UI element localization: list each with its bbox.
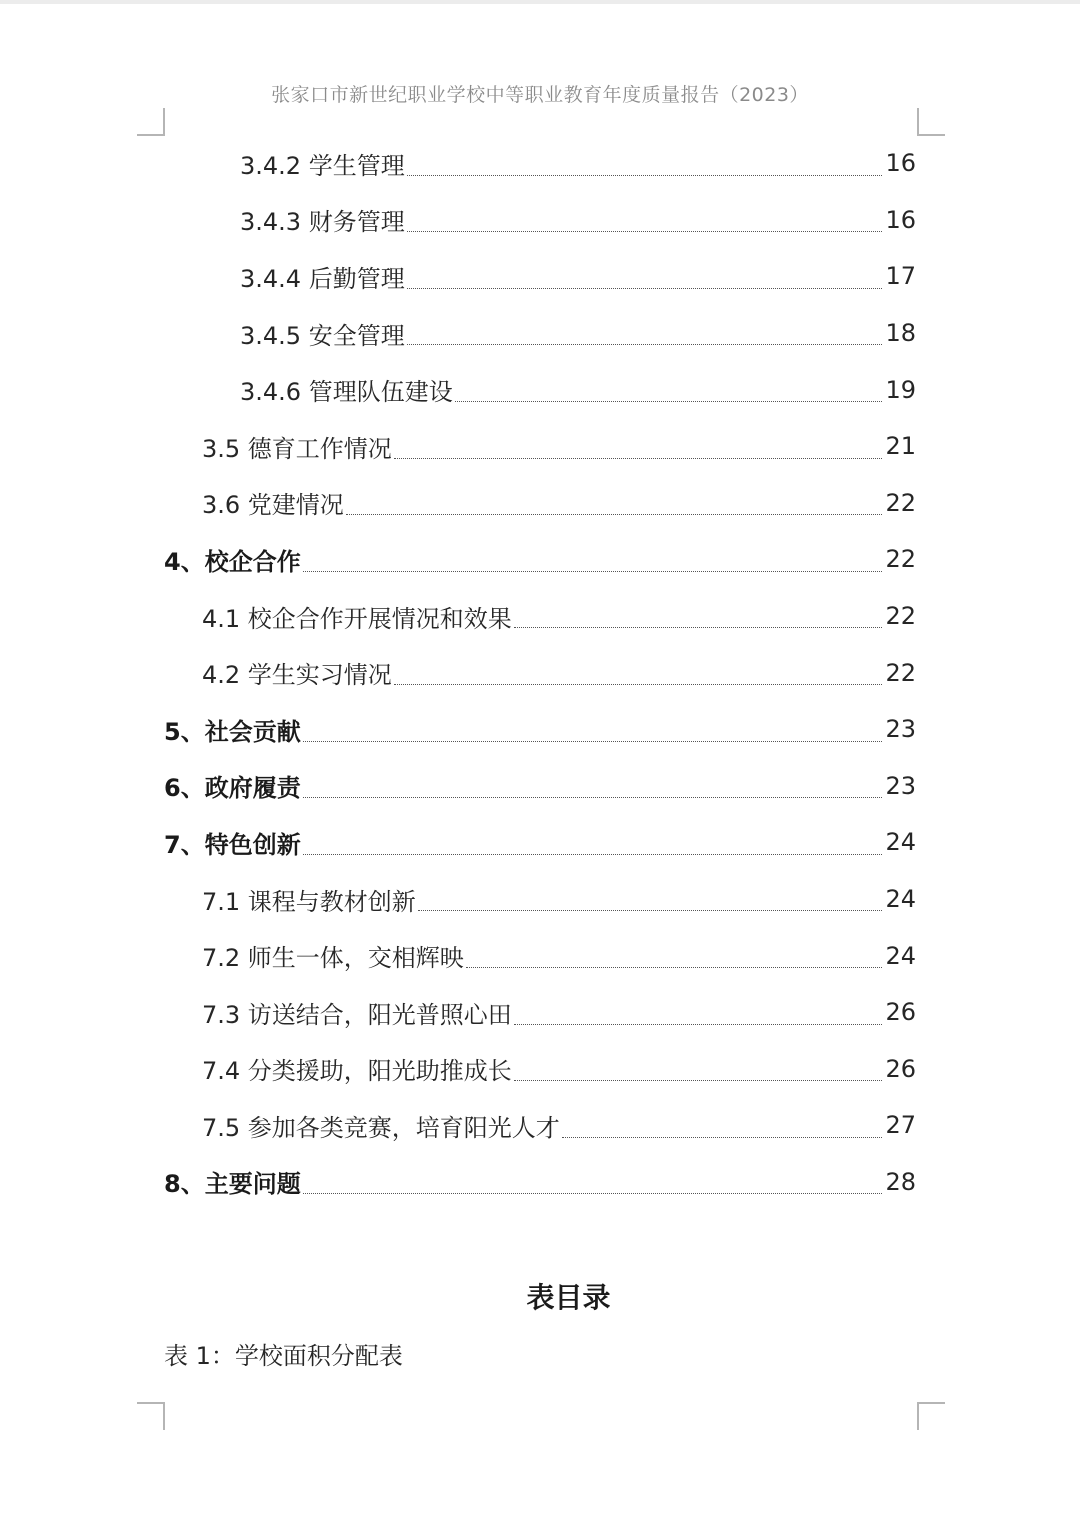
toc-dot-leader (394, 684, 882, 685)
toc-entry-page-number: 24 (885, 885, 916, 914)
toc-entry-title: 7.2 师生一体，交相辉映 (202, 944, 464, 973)
toc-entry-page-number: 19 (885, 375, 916, 404)
toc-entry-page-number: 16 (885, 205, 916, 234)
toc-entry-title: 3.4.5 安全管理 (240, 321, 405, 350)
toc-entry-page-number: 23 (885, 715, 916, 744)
toc-entry-page-number: 22 (885, 488, 916, 517)
toc-entry-title: 8、主要问题 (164, 1170, 301, 1199)
toc-entry-title: 3.4.3 财务管理 (240, 208, 405, 237)
toc-entry[interactable] (0, 531, 1080, 588)
toc-entry-page-number: 22 (885, 658, 916, 687)
toc-entry[interactable] (0, 758, 1080, 815)
toc-entry[interactable] (0, 475, 1080, 532)
crop-mark-top-left (137, 108, 165, 136)
toc-dot-leader (562, 1137, 882, 1138)
toc-entry-title: 7.4 分类援助，阳光助推成长 (202, 1057, 512, 1086)
toc-entry[interactable] (0, 361, 1080, 418)
toc-entry-page-number: 16 (885, 149, 916, 178)
toc-dot-leader (303, 797, 882, 798)
toc-entry[interactable] (0, 1041, 1080, 1098)
toc-entry-page-number: 28 (885, 1167, 916, 1196)
toc-entry-title: 3.4.2 学生管理 (240, 151, 405, 180)
toc-entry-title: 7.3 访送结合，阳光普照心田 (202, 1000, 512, 1029)
toc-entry-page-number: 24 (885, 828, 916, 857)
toc-entry-title: 7.1 课程与教材创新 (202, 887, 416, 916)
toc-entry[interactable] (0, 984, 1080, 1041)
toc-dot-leader (303, 571, 882, 572)
toc-entry-page-number: 23 (885, 771, 916, 800)
toc-dot-leader (455, 401, 882, 402)
toc-entry-title: 4、校企合作 (164, 547, 301, 576)
toc-dot-leader (466, 967, 882, 968)
table-of-tables-entry[interactable]: 表 1：学校面积分配表 (164, 1342, 403, 1370)
toc-dot-leader (303, 854, 882, 855)
table-of-contents (0, 135, 1080, 1210)
toc-entry[interactable] (0, 305, 1080, 362)
toc-entry[interactable] (0, 871, 1080, 928)
toc-entry[interactable] (0, 135, 1080, 192)
toc-dot-leader (407, 344, 882, 345)
crop-mark-bottom-left (137, 1402, 165, 1430)
toc-entry[interactable] (0, 814, 1080, 871)
toc-entry[interactable] (0, 701, 1080, 758)
toc-entry[interactable] (0, 644, 1080, 701)
toc-entry-title: 4.1 校企合作开展情况和效果 (202, 604, 512, 633)
crop-mark-top-right (917, 108, 945, 136)
toc-entry-title: 4.2 学生实习情况 (202, 661, 392, 690)
table-of-tables-heading: 表目录 (526, 1281, 611, 1314)
toc-entry[interactable] (0, 248, 1080, 305)
toc-entry-page-number: 17 (885, 262, 916, 291)
toc-dot-leader (418, 910, 882, 911)
toc-dot-leader (407, 288, 882, 289)
running-header: 张家口市新世纪职业学校中等职业教育年度质量报告（2023） (271, 84, 809, 106)
toc-dot-leader (514, 627, 882, 628)
toc-entry[interactable] (0, 588, 1080, 645)
toc-entry-page-number: 21 (885, 432, 916, 461)
toc-entry[interactable] (0, 192, 1080, 249)
toc-entry-page-number: 22 (885, 602, 916, 631)
toc-entry-title: 3.5 德育工作情况 (202, 434, 392, 463)
toc-entry[interactable] (0, 927, 1080, 984)
toc-dot-leader (303, 741, 882, 742)
toc-entry-page-number: 22 (885, 545, 916, 574)
toc-entry[interactable] (0, 1097, 1080, 1154)
toc-entry-page-number: 24 (885, 941, 916, 970)
toc-dot-leader (514, 1024, 882, 1025)
toc-dot-leader (514, 1080, 882, 1081)
toc-entry[interactable] (0, 418, 1080, 475)
toc-dot-leader (407, 231, 882, 232)
toc-entry[interactable] (0, 1154, 1080, 1211)
toc-entry-title: 7、特色创新 (164, 830, 301, 859)
crop-mark-bottom-right (917, 1402, 945, 1430)
toc-dot-leader (407, 175, 882, 176)
toc-entry-title: 3.4.6 管理队伍建设 (240, 378, 453, 407)
toc-dot-leader (394, 458, 882, 459)
toc-entry-title: 3.4.4 后勤管理 (240, 264, 405, 293)
toc-entry-page-number: 27 (885, 1111, 916, 1140)
toc-entry-page-number: 18 (885, 319, 916, 348)
toc-entry-title: 6、政府履责 (164, 774, 301, 803)
toc-entry-title: 7.5 参加各类竞赛，培育阳光人才 (202, 1113, 560, 1142)
toc-dot-leader (303, 1193, 882, 1194)
toc-dot-leader (346, 514, 882, 515)
toc-entry-page-number: 26 (885, 998, 916, 1027)
top-strip (0, 0, 1080, 4)
toc-entry-title: 5、社会贡献 (164, 717, 301, 746)
toc-entry-title: 3.6 党建情况 (202, 491, 344, 520)
toc-entry-page-number: 26 (885, 1054, 916, 1083)
